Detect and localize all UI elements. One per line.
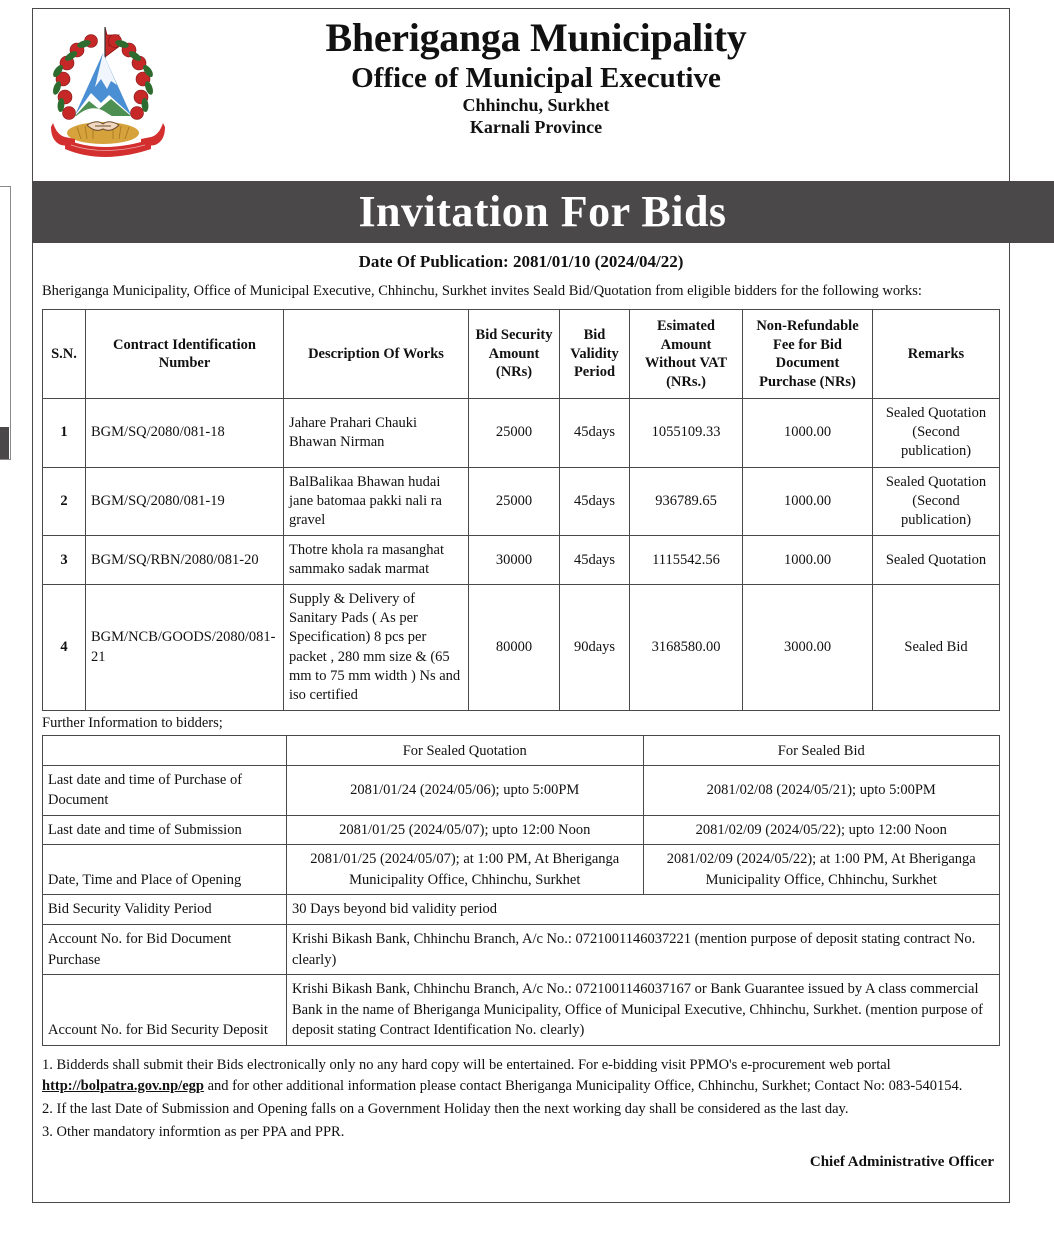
info-col-header-quotation: For Sealed Quotation (287, 735, 644, 765)
info-row-account-document (43, 924, 1000, 974)
info-label-submission-date: Last date and time of Submission (43, 815, 287, 845)
info-value-opening-quotation: 2081/01/25 (2024/05/07); at 1:00 PM, At Bheriganga Municipality Office, Chhinchu, Surkhet (287, 845, 644, 895)
info-label-purchase-date: Last date and time of Purchase of Document (43, 765, 287, 815)
cell-estimated-amount: 1055109.33 (630, 399, 743, 467)
cell-fee: 3000.00 (743, 585, 873, 711)
cell-estimated-amount: 3168580.00 (630, 585, 743, 711)
info-label-account-document: Account No. for Bid Document Purchase (43, 924, 287, 974)
col-header-description: Description Of Works (284, 310, 469, 399)
info-label-opening: Date, Time and Place of Opening (43, 845, 287, 895)
note-2: 2. If the last Date of Submission and Opening falls on a Government Holiday then the next working day shall be considered as the last day. (42, 1100, 849, 1117)
cell-bid-security: 25000 (469, 467, 560, 535)
cell-bid-security: 25000 (469, 399, 560, 467)
col-header-fee-line2: Fee for Bid (773, 336, 842, 353)
col-header-bid-validity (560, 310, 630, 399)
further-info-caption: Further Information to bidders; (42, 714, 223, 731)
col-header-remarks: Remarks (873, 310, 1000, 399)
info-value-account-document: Krishi Bikash Bank, Chhinchu Branch, A/c No.: 0721001146037221 (mention purpose of deposit stating contract No. clearly) (287, 924, 1000, 974)
info-row-purchase-date (43, 765, 1000, 815)
notice-document (32, 8, 1010, 1203)
cell-fee: 1000.00 (743, 399, 873, 467)
cell-sn: 1 (43, 399, 86, 467)
address-line-1: Chhinchu, Surkhet (462, 94, 610, 115)
cell-estimated-amount: 936789.65 (630, 467, 743, 535)
organization-title: Bheriganga Municipality (325, 15, 747, 60)
cell-contract-id: BGM/SQ/2080/081-19 (86, 467, 284, 535)
cell-bid-validity: 45days (560, 535, 630, 584)
cell-contract-id: BGM/SQ/RBN/2080/081-20 (86, 535, 284, 584)
cell-remarks: Sealed Quotation (Second publication) (873, 399, 1000, 467)
col-header-estimated-line3: Without VAT (644, 355, 728, 372)
col-header-nonrefundable-fee (743, 310, 873, 399)
col-header-estimated-line1: Esimated (657, 318, 715, 334)
info-label-account-security: Account No. for Bid Security Deposit (43, 975, 287, 1046)
publication-date: Date Of Publication: 2081/01/10 (2024/04/22) (358, 252, 684, 271)
signatory-title: Chief Administrative Officer (809, 1153, 994, 1170)
note-3: 3. Other mandatory informtion as per PPA and PPR. (42, 1123, 345, 1140)
info-corner-cell (43, 735, 287, 765)
cell-description: Thotre khola ra masanghat sammako sadak marmat (284, 535, 469, 584)
info-value-security-validity: 30 Days beyond bid validity period (287, 895, 1000, 925)
col-header-estimated-amount (630, 310, 743, 399)
table-header-row (43, 310, 1000, 399)
cell-bid-security: 80000 (469, 585, 560, 711)
col-header-bid-validity-line1: Bid (583, 327, 606, 344)
col-header-contract-id-line1: Contract Identification (113, 336, 256, 353)
office-title: Office of Municipal Executive (351, 62, 721, 95)
further-info-table (42, 735, 1000, 1046)
col-header-fee-line4: Purchase (NRs) (759, 373, 856, 390)
info-row-submission-date (43, 815, 1000, 845)
adjacent-page-sliver-bar (0, 427, 9, 459)
table-row (43, 585, 1000, 711)
col-header-bid-security (469, 310, 560, 399)
note-1-post: and for other additional information please contact Bheriganga Municipality Office, Chhinchu, Surkhet; Contact No: 083-540154. (203, 1077, 963, 1094)
cell-bid-validity: 90days (560, 585, 630, 711)
col-header-bid-security-line3: (NRs) (495, 364, 533, 381)
cell-remarks: Sealed Bid (873, 585, 1000, 711)
cell-bid-validity: 45days (560, 467, 630, 535)
info-value-submission-date-bid: 2081/02/09 (2024/05/22); upto 12:00 Noon (643, 815, 1000, 845)
invitation-banner (32, 181, 1054, 243)
info-col-header-bid: For Sealed Bid (643, 735, 1000, 765)
bids-table (42, 309, 1000, 711)
col-header-bid-security-line1: Bid Security (475, 327, 553, 344)
info-row-opening (43, 845, 1000, 895)
cell-contract-id: BGM/NCB/GOODS/2080/081-21 (86, 585, 284, 711)
note-1 (42, 1055, 1000, 1097)
cell-description: BalBalikaa Bhawan hudai jane batomaa pakki nali ra gravel (284, 467, 469, 535)
cell-bid-security: 30000 (469, 535, 560, 584)
info-value-purchase-date-bid: 2081/02/08 (2024/05/21); upto 5:00PM (643, 765, 1000, 815)
notes-section (42, 1055, 1000, 1143)
cell-estimated-amount: 1115542.56 (630, 535, 743, 584)
col-header-sn: S.N. (43, 310, 86, 399)
col-header-estimated-line4: (NRs.) (666, 373, 706, 390)
info-header-row (43, 735, 1000, 765)
header-text-block (183, 17, 1009, 139)
cell-sn: 3 (43, 535, 86, 584)
cell-sn: 2 (43, 467, 86, 535)
cell-description: Jahare Prahari Chauki Bhawan Nirman (284, 399, 469, 467)
adjacent-page-sliver (0, 186, 11, 460)
banner-title: Invitation For Bids (358, 187, 727, 236)
cell-fee: 1000.00 (743, 467, 873, 535)
info-label-security-validity: Bid Security Validity Period (43, 895, 287, 925)
col-header-estimated-line2: Amount (660, 336, 712, 353)
nepal-government-emblem-icon (33, 17, 183, 173)
document-body (33, 245, 1009, 1171)
cell-contract-id: BGM/SQ/2080/081-18 (86, 399, 284, 467)
info-value-purchase-date-quotation: 2081/01/24 (2024/05/06); upto 5:00PM (287, 765, 644, 815)
col-header-contract-id-line2: Number (158, 355, 211, 372)
eprocurement-portal-link[interactable]: http://bolpatra.gov.np/egp (42, 1077, 204, 1094)
table-row (43, 399, 1000, 467)
info-value-opening-bid: 2081/02/09 (2024/05/22); at 1:00 PM, At Bheriganga Municipality Office, Chhinchu, Surkhet (643, 845, 1000, 895)
document-header (33, 9, 1009, 173)
col-header-contract-id (86, 310, 284, 399)
table-row (43, 467, 1000, 535)
info-row-account-security (43, 975, 1000, 1046)
cell-fee: 1000.00 (743, 535, 873, 584)
cell-sn: 4 (43, 585, 86, 711)
info-value-account-security: Krishi Bikash Bank, Chhinchu Branch, A/c No.: 0721001146037167 or Bank Guarantee issued by A class commercial Bank in the name of Bheriganga Municipality, Office of Municipal Executive, Chhinchu, Surkhet. (mention purpose of deposit stating Contract Identification No. clearly) (287, 975, 1000, 1046)
table-row (43, 535, 1000, 584)
info-value-submission-date-quotation: 2081/01/25 (2024/05/07); upto 12:00 Noon (287, 815, 644, 845)
cell-remarks: Sealed Quotation (873, 535, 1000, 584)
cell-bid-validity: 45days (560, 399, 630, 467)
cell-remarks: Sealed Quotation (Second publication) (873, 467, 1000, 535)
intro-paragraph: Bheriganga Municipality, Office of Municipal Executive, Chhinchu, Surkhet invites Seald Bid/Quotation from eligible bidders for the following works: (42, 283, 922, 299)
cell-description: Supply & Delivery of Sanitary Pads ( As per Specification) 8 pcs per packet , 280 mm size & (65 mm to 75 mm width ) Ns and iso certified (284, 585, 469, 711)
info-row-bid-security-validity (43, 895, 1000, 925)
col-header-fee-line3: Document (775, 355, 840, 372)
note-1-pre: 1. Bidderds shall submit their Bids electronically only no any hard copy will be entertained. For e-bidding visit PPMO's e-procurement web portal (42, 1056, 891, 1073)
col-header-bid-validity-line2: Validity (570, 345, 619, 362)
col-header-fee-line1: Non-Refundable (756, 318, 859, 334)
address-line-2: Karnali Province (469, 116, 603, 137)
col-header-bid-validity-line3: Period (573, 364, 616, 381)
col-header-bid-security-line2: Amount (488, 345, 540, 362)
